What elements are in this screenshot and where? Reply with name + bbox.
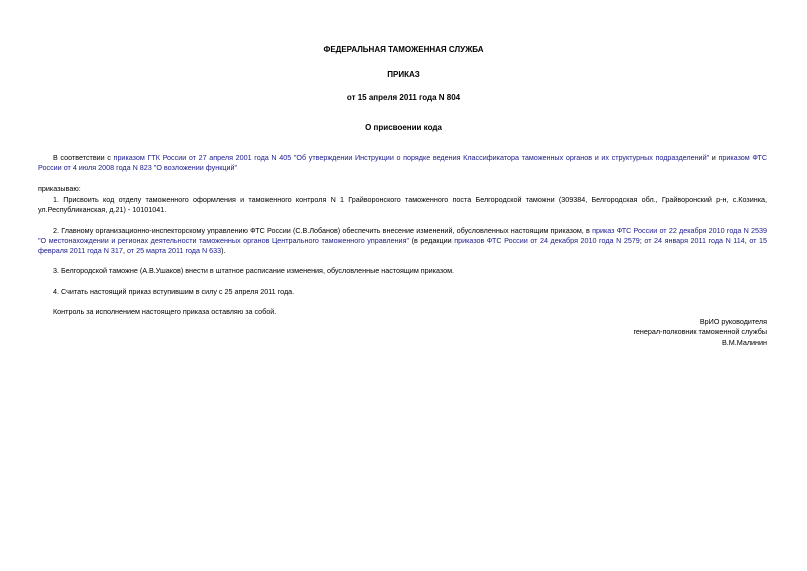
item-4: 4. Считать настоящий приказ вступившим в силу с 25 апреля 2011 года. xyxy=(53,287,295,296)
item-1: 1. Присвоить код отделу таможенного оформления и таможенного контроля N 1 Грайворонского таможенного поста Белгородской таможни (309384, Белгородская обл., Грайворонский р-н, с.Козинка, ул.Республиканская, д.21) - 10101041. xyxy=(38,195,767,214)
document-subject: О присвоении кода xyxy=(365,123,442,132)
preamble-paragraph xyxy=(38,153,767,173)
item-2-text-4: , xyxy=(744,236,750,245)
item-2-text-2: (в редакции xyxy=(409,236,455,245)
preamble-text-2: и xyxy=(709,153,719,162)
item-2 xyxy=(38,226,767,256)
preamble-text-1: В соответствии с xyxy=(53,153,114,162)
document-type: ПРИКАЗ xyxy=(387,70,420,79)
signatory-position: ВрИО руководителя xyxy=(699,317,767,326)
link-fts-order-2539[interactable]: приказ ФТС России от 22 декабря 2010 года N 2539 "О местонахождении и регионах деятельности таможенных органов Центрального таможенного управления" xyxy=(38,226,767,245)
control-clause: Контроль за исполнением настоящего приказа оставляю за собой. xyxy=(53,307,277,316)
link-fts-order-823[interactable]: приказом ФТС России от 4 июля 2008 года N 823 "О возложении функций" xyxy=(38,153,768,172)
link-fts-order-317[interactable]: от 15 февраля 2011 года N 317 xyxy=(38,236,767,255)
signatory-name: В.М.Малинин xyxy=(721,338,767,347)
link-fts-order-633[interactable]: от 25 марта 2011 года N 633 xyxy=(126,246,222,255)
document-date-number: от 15 апреля 2011 года N 804 xyxy=(346,93,461,102)
item-2-text-5: , xyxy=(122,246,127,255)
item-3: 3. Белгородской таможне (А.В.Ушаков) внести в штатное расписание изменения, обусловленные настоящим приказом. xyxy=(53,266,455,275)
signatory-rank: генерал-полковник таможенной службы xyxy=(633,327,767,336)
item-2-text-1: 2. Главному организационно-инспекторскому управлению ФТС России (С.В.Лобанов) обеспечить внесение изменений, обусловленных настоящим приказом, в xyxy=(53,226,593,235)
link-fts-order-114[interactable]: от 24 января 2011 года N 114 xyxy=(644,236,745,245)
item-2-text-6: ). xyxy=(221,246,226,255)
link-fts-order-2579[interactable]: приказов ФТС России от 24 декабря 2010 года N 2579 xyxy=(454,236,640,245)
agency-title: ФЕДЕРАЛЬНАЯ ТАМОЖЕННАЯ СЛУЖБА xyxy=(323,45,484,54)
link-gtk-order-405[interactable]: приказом ГТК России от 27 апреля 2001 года N 405 "Об утверждении Инструкции о порядке ведения Классификатора таможенных органов и их структурных подразделений" xyxy=(113,153,710,162)
order-word: приказываю: xyxy=(38,184,81,193)
item-2-text-3: ; xyxy=(639,236,645,245)
